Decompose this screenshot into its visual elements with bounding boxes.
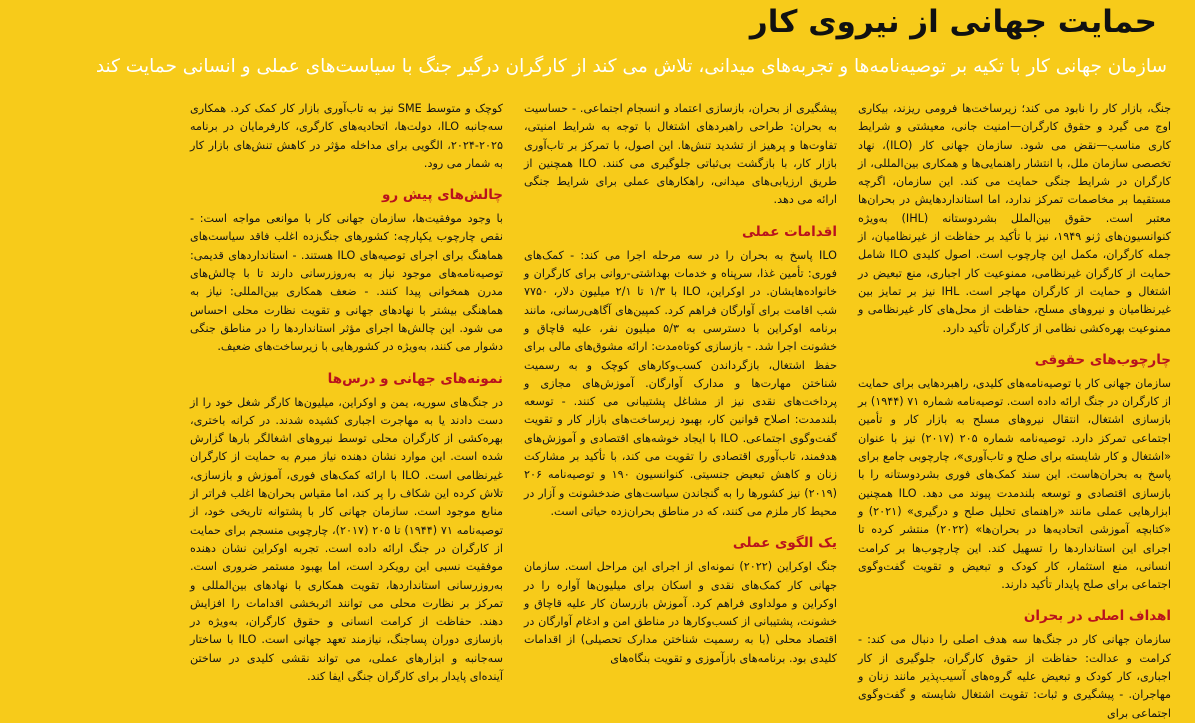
article-column-2 [524,100,837,699]
section-heading: یک الگوی عملی [732,535,837,552]
section-heading: اهداف اصلی در بحران [1023,608,1171,625]
article-column-1 [858,100,1172,720]
section-heading: اقدامات عملی [741,223,837,240]
section-heading: چارچوب‌های حقوقی [1034,351,1171,368]
paragraph: با وجود موفقیت‌ها، سازمان جهانی کار با موانعی مواجه است: - نقص چارچوب یکپارچه: کشورهای جنگ‌زده اغلب فاقد سیاست‌های هماهنگ برای اجرای توصیه‌های ILO هستند. - استانداردهای قدیمی: توصیه‌نامه‌های موجود نیاز به به‌روزرسانی دارند تا با چالش‌های مدرن همخوانی پیدا کنند. - ضعف همکاری بین‌المللی: نیاز به هماهنگی بیشتر با نهادهای جهانی و تقویت نظارت محلی احساس می شود. این چالش‌ها اجرای مؤثر استانداردها را در مناطق جنگی دشوار می کنند، به‌ویژه در کشورهایی با زیرساخت‌های ضعیف. [190,212,503,354]
paragraph: سازمان جهانی کار با توصیه‌نامه‌های کلیدی، راهبردهایی برای حمایت از کارگران در جنگ ارائه داده است. توصیه‌نامه شماره ۷۱ (۱۹۴۴) بر بازسازی اشتغال، انتقال نیروهای مسلح به بازار کار و تأمین اجتماعی تمرکز دارد. توصیه‌نامه شماره ۲۰۵ (۲۰۱۷) نیز با عنوان «اشتغال و کار شایسته برای صلح و تاب‌آوری»، چارچوبی جامع برای پاسخ به بحران‌هاست. این سند کمک‌های فوری بشردوستانه را با بازسازی اقتصادی و توسعه بلندمدت پیوند می دهد. ILO همچنین ابزارهایی عملی مانند «راهنمای تحلیل صلح و درگیری» (۲۰۲۱) و «کتابچه آموزشی اتحادیه‌ها در بحران‌ها» (۲۰۲۲) منتشر کرده تا اجرای این استانداردها را تسهیل کند. این چارچوب‌ها بر کرامت انسانی، منع استثمار، کار کودک و تبعیض و تقویت گفت‌وگوی اجتماعی برای صلح پایدار تأکید دارند. [858,376,1172,592]
paragraph: پیشگیری از بحران، بازسازی اعتماد و انسجام اجتماعی. - حساسیت به بحران: طراحی راهبردهای اشتغال با توجه به شرایط امنیتی، تفاوت‌ها و پرهیز از تشدید تنش‌ها. این اصول، با تمرکز بر تاب‌آوری بازار کار، با بازگشت بی‌ثباتی جلوگیری می کنند. ILO همچنین از طریق ارزیابی‌های میدانی، راهکارهای عملی برای شرایط جنگی ارائه می دهد. [524,102,837,207]
paragraph: ILO پاسخ به بحران را در سه مرحله اجرا می کند: - کمک‌های فوری: تأمین غذا، سرپناه و خدمات بهداشتی-روانی برای کارگران و خانواده‌هایشان. در اوکراین، ILO با ۱/۳ تا ۲/۱ میلیون دلار، ۷۷۵۰ شب اقامت برای آوارگان فراهم کرد. کمپین‌های آگاهی‌رسانی، مانند برنامه اوکراین با دسترسی به ۵/۳ میلیون نفر، علیه قاچاق و خشونت اجرا شد. - بازسازی کوتاه‌مدت: ارائه مشوق‌های مالی برای حفظ اشتغال، بازگرداندن کسب‌وکارهای کوچک و به رسمیت شناختن مهارت‌ها و مدارک آوارگان. آموزش‌های مجازی و پرداخت‌های نقدی نیز از مشاغل پشتیبانی می کنند. - توسعه بلندمدت: اصلاح قوانین کار، بهبود زیرساخت‌های بازار کار و تقویت گفت‌وگوی اجتماعی. ILO با ایجاد خوشه‌های اقتصادی و آموزش‌های هدفمند، تاب‌آوری اقتصادی را تقویت می کند، با تأکید بر مشارکت زنان و کاهش تبعیض جنسیتی. کنوانسیون ۱۹۰ و توصیه‌نامه ۲۰۶ (۲۰۱۹) نیز کشورها را به گنجاندن سیاست‌های ضدخشونت و آزار در محیط کار ملزم می کنند، که در مناطق بحران‌زده حیاتی است. [524,248,837,518]
paragraph: جنگ، بازار کار را نابود می کند؛ زیرساخت‌ها فرومی ریزند، بیکاری اوج می گیرد و حقوق کارگران—امنیت جانی، معیشتی و شرایط کاری مناسب—نقض می شود. سازمان جهانی کار (ILO)، نهاد تخصصی سازمان ملل، با انتشار راهنمایی‌ها و همکاری بین‌المللی، از کارگران در شرایط جنگی حمایت می کند. این سازمان، اگرچه مستقیما بر مخاصمات تمرکز ندارد، اما استانداردهایش در بحران‌ها معتبر است. حقوق بین‌الملل بشردوستانه (IHL) به‌ویژه کنوانسیون‌های ژنو ۱۹۴۹، نیز با تأکید بر حفاظت از غیرنظامیان، از جمله کارگران، مکمل این چارچوب است. اصول کلیدی ILO شامل حمایت از کارگران غیرنظامی، ممنوعیت کار اجباری، منع تبعیض در اشتغال و حمایت از کارگران مهاجر است. IHL نیز بر تمایز بین غیرنظامیان و نیروهای مسلح، حفاظت از محل‌های کار غیرنظامی و ممنوعیت بهره‌کشی نظامی از کارگران تأکید دارد. [858,102,1171,335]
section-heading: نمونه‌های جهانی و درس‌ها [327,370,503,387]
paragraph: جنگ اوکراین (۲۰۲۲) نمونه‌ای از اجرای این مراحل است. سازمان جهانی کار کمک‌های نقدی و اسکان برای میلیون‌ها آواره را در اوکراین و مولداوی فراهم کرد. آموزش بازرسان کار علیه قاچاق و خشونت، پشتیبانی از کسب‌وکارها در مناطق امن و ادغام آوارگان در اقتصاد محلی (با به رسمیت شناختن مدارک تحصیلی) از اقدامات کلیدی بود. برنامه‌های بازآموزی و تقویت بنگاه‌های [524,560,837,665]
paragraph: کوچک و متوسط SME نیز به تاب‌آوری بازار کار کمک کرد. همکاری سه‌جانبه ILO، دولت‌ها، اتحادیه‌های کارگری، کارفرمایان در برنامه ۲۰۲۵-۲۰۲۴، الگویی برای مداخله مؤثر در کاهش تنش‌های بازار کار به شمار می رود. [190,102,503,170]
paragraph: سازمان جهانی کار در جنگ‌ها سه هدف اصلی را دنبال می کند: - کرامت و عدالت: حفاظت از حقوق کارگران، جلوگیری از کار اجباری، کار کودک و تبعیض علیه گروه‌های آسیب‌پذیر مانند زنان و مهاجران. - پیشگیری و ثبات: تقویت اشتغال شایسته و گفت‌وگوی اجتماعی برای [858,633,1171,720]
article-title: حمایت جهانی از نیروی کار [749,4,1157,40]
article-subtitle: سازمان جهانی کار با تکیه بر توصیه‌نامه‌ها و تجربه‌های میدانی، تلاش می کند از کارگران درگیر جنگ با سیاست‌های عملی و انسانی حمایت کند [95,56,1167,77]
paragraph: در جنگ‌های سوریه، یمن و اوکراین، میلیون‌ها کارگر شغل خود را از دست دادند یا به مهاجرت اجباری کشیده شدند. در کرانه باختری، بهره‌کشی از کارگران محلی توسط نیروهای اشغالگر بارها گزارش شده است. این موارد نشان دهنده نیاز مبرم به حمایت از کارگران غیرنظامی است. ILO با ارائه کمک‌های فوری، آموزش و بازسازی، تلاش کرده این شکاف را پر کند، اما مقیاس بحران‌ها اغلب فراتر از منابع موجود است. سازمان جهانی کار با پشتوانه تاریخی خود، از توصیه‌نامه ۷۱ (۱۹۴۴) تا ۲۰۵ (۲۰۱۷)، چارچوبی منسجم برای حمایت از کارگران در جنگ ارائه داده است. تجربه اوکراین نشان دهنده موفقیت نسبی این رویکرد است، اما بهبود مستمر ضروری است. به‌روزرسانی استانداردها، تقویت همکاری با نهادهای بین‌المللی و تمرکز بر نظارت محلی می توانند اثربخشی اقدامات را افزایش دهند. حفاظت از کرامت انسانی و حقوق کارگران، به‌ویژه در بازسازی دوران پساجنگ، نیازمند تعهد جهانی است. ILO با ساختار سه‌جانبه و ابزارهای عملی، می تواند نقشی کلیدی در ساختن آینده‌ای پایدار برای کارگران جنگی ایفا کند. [190,395,504,684]
section-heading: چالش‌های پیش رو [382,187,503,204]
article-column-3 [190,100,503,699]
